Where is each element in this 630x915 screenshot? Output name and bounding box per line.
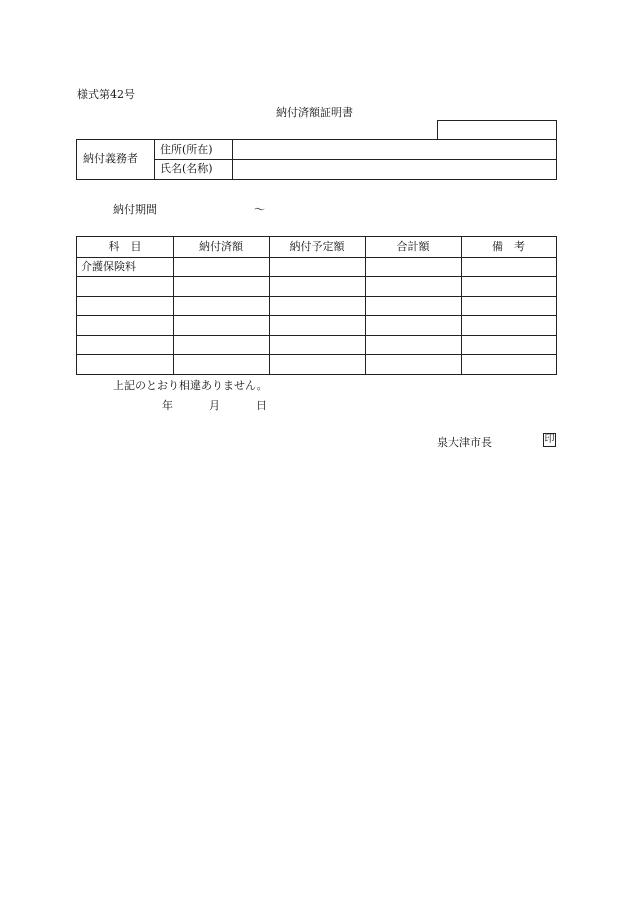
- table-amount-cell[interactable]: [465, 299, 552, 314]
- table-header-cell: 合計額: [396, 240, 430, 253]
- table-amount-cell[interactable]: [369, 299, 457, 314]
- table-amount-cell[interactable]: [177, 338, 265, 353]
- table-amount-cell[interactable]: [273, 318, 361, 333]
- table-amount-cell[interactable]: [273, 338, 361, 353]
- table-header-cell: 科 目: [108, 240, 142, 253]
- table-amount-cell[interactable]: [177, 318, 265, 333]
- reference-box[interactable]: [437, 120, 557, 140]
- table-row-divider: [77, 335, 556, 336]
- date-year: 年: [162, 399, 173, 412]
- table-item-cell: [81, 279, 169, 294]
- table-header-cell: 備 考: [492, 240, 525, 253]
- table-amount-cell[interactable]: [465, 318, 552, 333]
- table-header-cell: 納付済額: [199, 240, 243, 253]
- table-amount-cell[interactable]: [273, 357, 361, 372]
- table-amount-cell[interactable]: [369, 260, 457, 275]
- table-item-cell: [81, 318, 169, 333]
- table-item-cell: 介護保険料: [81, 260, 136, 273]
- name-field[interactable]: [237, 162, 552, 177]
- table-amount-cell[interactable]: [369, 338, 457, 353]
- table-amount-cell[interactable]: [177, 357, 265, 372]
- payer-label: 納付義務者: [83, 152, 138, 165]
- date-month: 月: [209, 399, 220, 412]
- seal-mark: 印: [544, 434, 555, 445]
- payment-period-label: 納付期間: [113, 203, 157, 216]
- table-row-divider: [77, 257, 556, 258]
- name-label: 氏名(名称): [160, 162, 213, 175]
- table-amount-cell[interactable]: [465, 357, 552, 372]
- period-separator: ～: [254, 203, 265, 216]
- table-row-divider: [77, 315, 556, 316]
- table-row-divider: [77, 276, 556, 277]
- table-amount-cell[interactable]: [177, 260, 265, 275]
- table-amount-cell[interactable]: [273, 299, 361, 314]
- table-amount-cell[interactable]: [177, 299, 265, 314]
- table-amount-cell[interactable]: [369, 357, 457, 372]
- form-number: 様式第42号: [77, 88, 135, 101]
- table-amount-cell[interactable]: [369, 318, 457, 333]
- table-item-cell: [81, 299, 169, 314]
- table-header-cell: 納付予定額: [289, 240, 345, 253]
- table-amount-cell[interactable]: [465, 260, 552, 275]
- table-amount-cell[interactable]: [273, 260, 361, 275]
- table-amount-cell[interactable]: [369, 279, 457, 294]
- table-amount-cell[interactable]: [273, 279, 361, 294]
- table-amount-cell[interactable]: [177, 279, 265, 294]
- payment-table: [76, 236, 557, 375]
- table-row-divider: [77, 296, 556, 297]
- table-item-cell: [81, 338, 169, 353]
- certification-text: 上記のとおり相違ありません。: [113, 379, 268, 392]
- payer-table: [76, 139, 557, 180]
- table-amount-cell[interactable]: [465, 338, 552, 353]
- document-title: 納付済額証明書: [276, 106, 353, 119]
- table-item-cell: [81, 357, 169, 372]
- issuer-name: 泉大津市長: [437, 436, 492, 449]
- date-day: 日: [256, 399, 267, 412]
- address-field[interactable]: [237, 143, 552, 158]
- address-label: 住所(所在): [160, 143, 213, 156]
- table-row-divider: [77, 354, 556, 355]
- table-amount-cell[interactable]: [465, 279, 552, 294]
